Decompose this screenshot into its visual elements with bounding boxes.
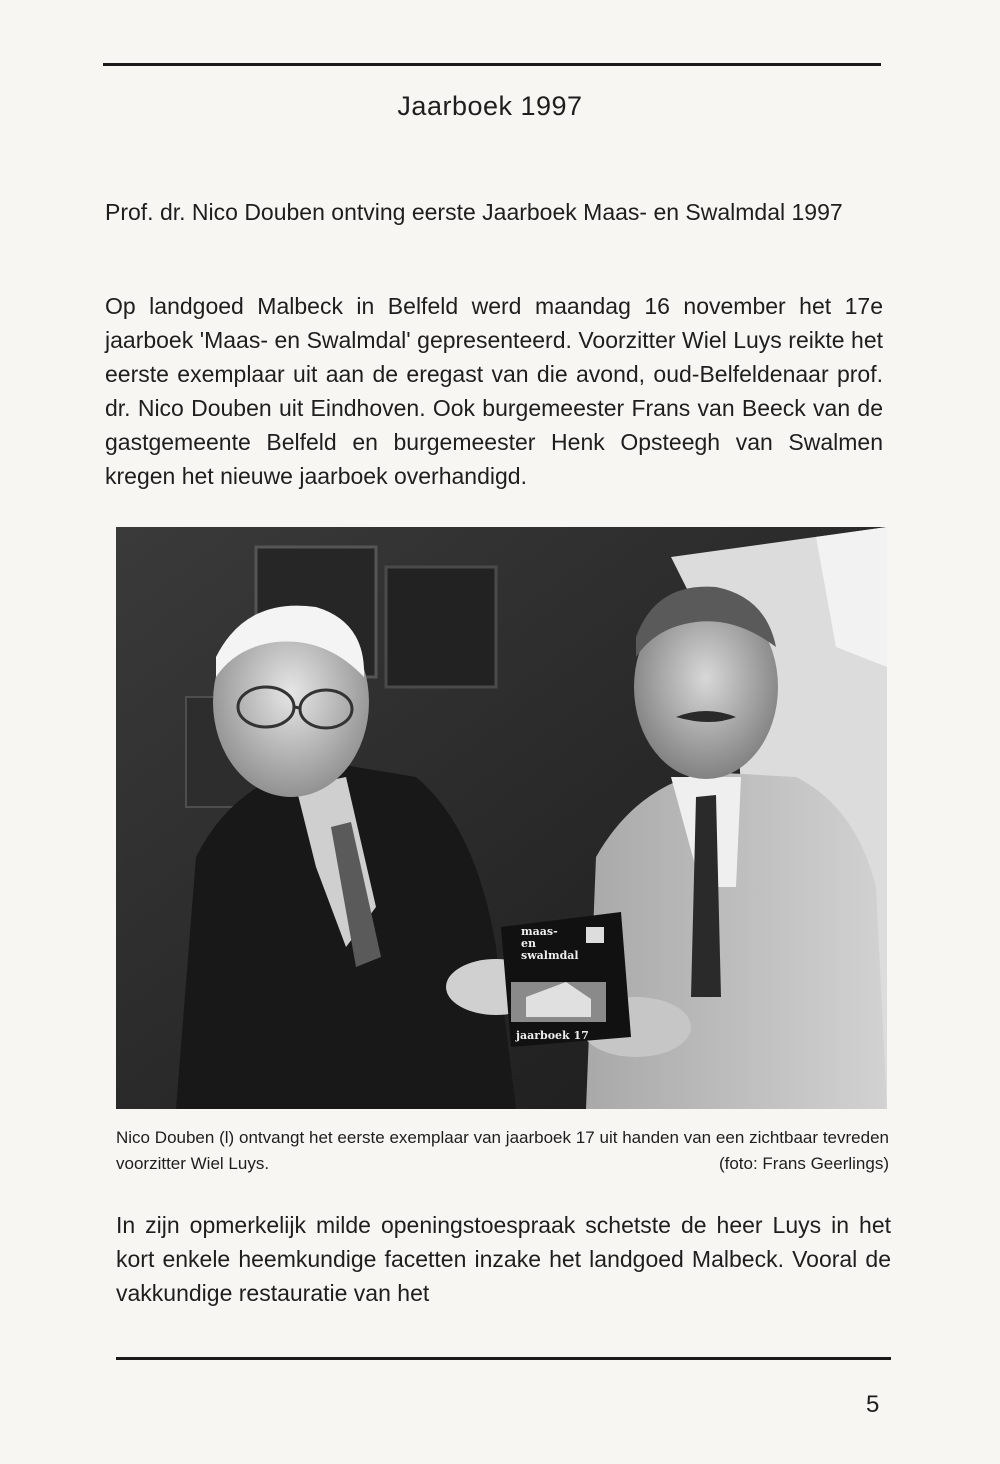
top-rule [103,63,881,66]
photo-caption [116,1125,889,1177]
running-head: Jaarboek 1997 [397,91,583,121]
book-cover-line-3: swalmdal [521,949,579,962]
photo-book-presentation [116,527,887,1109]
bottom-rule [116,1357,891,1360]
caption-credit: (foto: Frans Geerlings) [718,1154,889,1173]
page-number: 5 [866,1391,880,1418]
caption-text: Nico Douben (l) ontvangt het eerste exemplaar van jaarboek 17 uit handen van een zichtbaar tevreden voorzitter Wiel Luys. [116,1128,889,1173]
book-cover-line-1: maas- [521,925,558,938]
book-cover-line-2: en [521,937,536,950]
paragraph-speech: In zijn opmerkelijk milde openingstoespraak schetste de heer Luys in het kort enkele heemkundige facetten inzake het landgoed Malbeck. Vooral de vakkundige restauratie van het [116,1212,891,1306]
book-cover-spine: jaarboek 17 [516,1029,589,1042]
paragraph-intro: Op landgoed Malbeck in Belfeld werd maandag 16 november het 17e jaarboek 'Maas- en Swalmdal' gepresenteerd. Voorzitter Wiel Luys reikte het eerste exemplaar uit aan de eregast van die avond, oud-Belfeldenaar prof. dr. Nico Douben uit Eindhoven. Ook burgemeester Frans van Beeck van de gastgemeente Belfeld en burgemeester Henk Opsteegh van Swalmen kregen het nieuwe jaarboek overhandigd. [105,293,883,489]
article-headline: Prof. dr. Nico Douben ontving eerste Jaarboek Maas- en Swalmdal 1997 [105,199,843,225]
